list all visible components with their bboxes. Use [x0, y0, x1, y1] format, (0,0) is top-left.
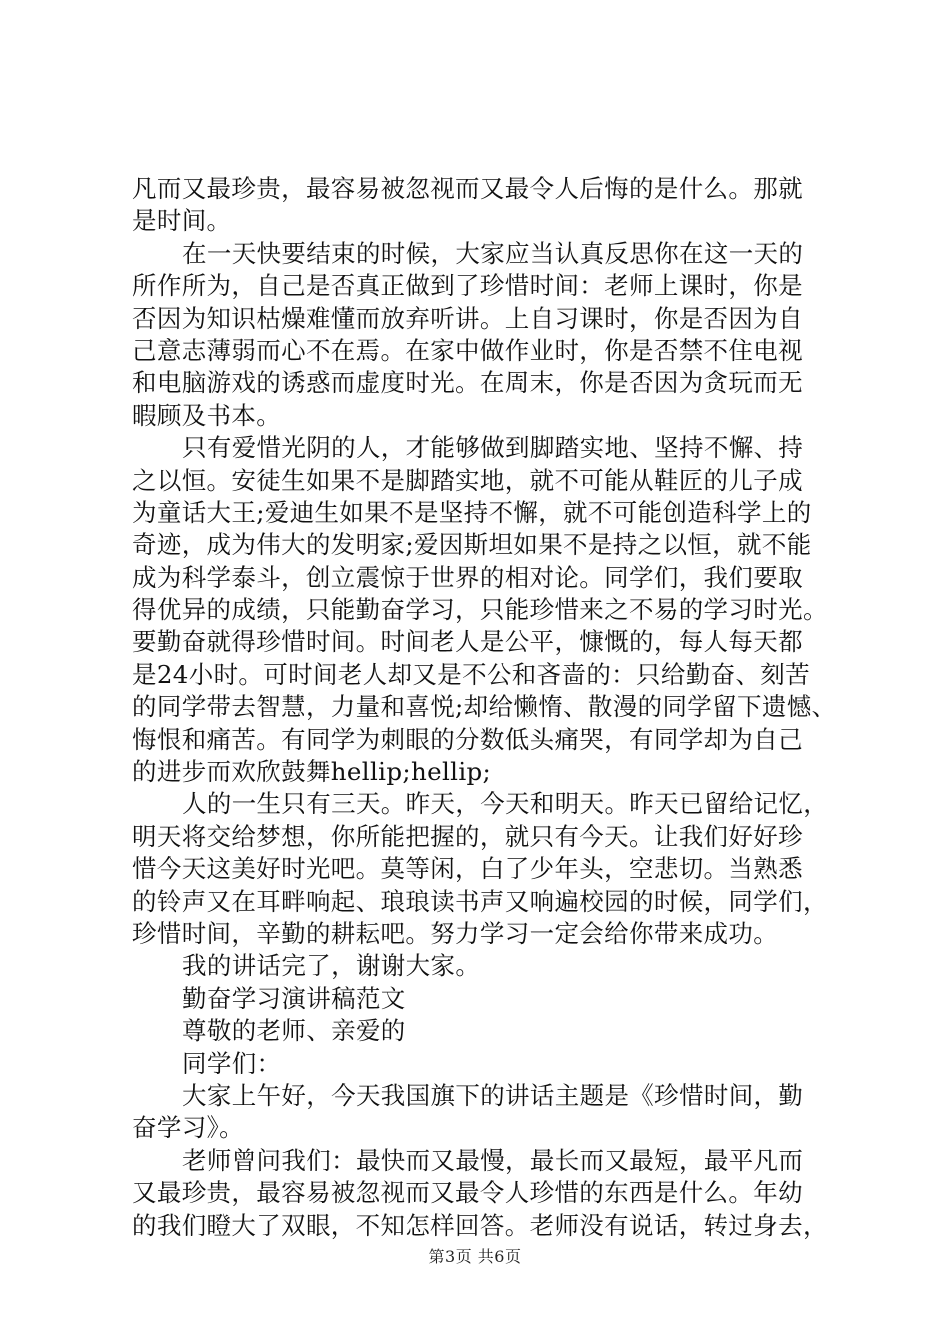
document-body: [132, 173, 837, 1242]
paragraph: [132, 1145, 832, 1242]
text-line: 大家上午好，今天我国旗下的讲话主题是《珍惜时间，勤: [182, 1080, 804, 1110]
text-line: 的我们瞪大了双眼，不知怎样回答。老师没有说话，转过身去，: [132, 1210, 828, 1240]
text-line: 为童话大王;爱迪生如果不是坚持不懈，就不可能创造科学上的: [132, 497, 812, 527]
text-line: 暇顾及书本。: [132, 400, 282, 430]
text-line: 尊敬的老师、亲爱的: [182, 1016, 406, 1046]
page-footer: [0, 1244, 950, 1267]
text-line: 是时间。: [132, 206, 232, 236]
paragraph: [132, 950, 832, 982]
paragraph: [132, 238, 832, 432]
text-line: 勤奋学习演讲稿范文: [182, 983, 406, 1013]
page-number-label: 第3页 共6页: [428, 1247, 522, 1266]
paragraph: [132, 788, 832, 950]
text-line: 老师曾问我们：最快而又最慢，最长而又最短，最平凡而: [182, 1145, 804, 1175]
text-line: 珍惜时间，辛勤的耕耘吧。努力学习一定会给你带来成功。: [132, 918, 779, 948]
text-line: 的同学带去智慧，力量和喜悦;却给懒惰、散漫的同学留下遗憾、: [132, 692, 837, 722]
text-line: 之以恒。安徒生如果不是脚踏实地，就不可能从鞋匠的儿子成: [132, 465, 803, 495]
text-line: 得优异的成绩，只能勤奋学习，只能珍惜来之不易的学习时光。: [132, 595, 828, 625]
text-line: 要勤奋就得珍惜时间。时间老人是公平，慷慨的，每人每天都: [132, 627, 803, 657]
text-line: 否因为知识枯燥难懂而放弃听讲。上自习课时，你是否因为自: [132, 303, 803, 333]
text-line: 成为科学泰斗，创立震惊于世界的相对论。同学们，我们要取: [132, 562, 803, 592]
text-line: 的进步而欢欣鼓舞hellip;hellip;: [132, 757, 492, 787]
text-line: 所作所为，自己是否真正做到了珍惜时间：老师上课时，你是: [132, 271, 803, 301]
text-line: 只有爱惜光阴的人，才能够做到脚踏实地、坚持不懈、持: [182, 433, 804, 463]
text-line: 的铃声又在耳畔响起、琅琅读书声又响遍校园的时候，同学们，: [132, 886, 828, 916]
text-line: 凡而又最珍贵，最容易被忽视而又最令人后悔的是什么。那就: [132, 174, 803, 203]
paragraph: [132, 1048, 832, 1080]
text-line: 惜今天这美好时光吧。莫等闲，白了少年头，空悲切。当熟悉: [132, 854, 803, 884]
text-line: 明天将交给梦想，你所能把握的，就只有今天。让我们好好珍: [132, 821, 803, 851]
text-line: 同学们：: [182, 1048, 282, 1078]
paragraph: [132, 173, 832, 238]
paragraph: [132, 983, 832, 1015]
text-line: 奋学习》。: [132, 1113, 244, 1143]
paragraph: [132, 1080, 832, 1145]
text-line: 人的一生只有三天。昨天，今天和明天。昨天已留给记忆，: [182, 789, 829, 819]
paragraph: [132, 432, 837, 788]
paragraph: [132, 1015, 832, 1047]
text-line: 在一天快要结束的时候，大家应当认真反思你在这一天的: [182, 238, 804, 268]
text-line: 和电脑游戏的诱惑而虚度时光。在周末，你是否因为贪玩而无: [132, 368, 803, 398]
text-line: 奇迹，成为伟大的发明家;爱因斯坦如果不是持之以恒，就不能: [132, 530, 812, 560]
text-line: 是24小时。可时间老人却又是不公和吝啬的：只给勤奋、刻苦: [132, 659, 810, 689]
text-line: 己意志薄弱而心不在焉。在家中做作业时，你是否禁不住电视: [132, 335, 803, 365]
text-line: 又最珍贵，最容易被忽视而又最令人珍惜的东西是什么。年幼: [132, 1178, 803, 1208]
text-line: 悔恨和痛苦。有同学为刺眼的分数低头痛哭，有同学却为自己: [132, 724, 803, 754]
text-line: 我的讲话完了，谢谢大家。: [182, 951, 481, 981]
